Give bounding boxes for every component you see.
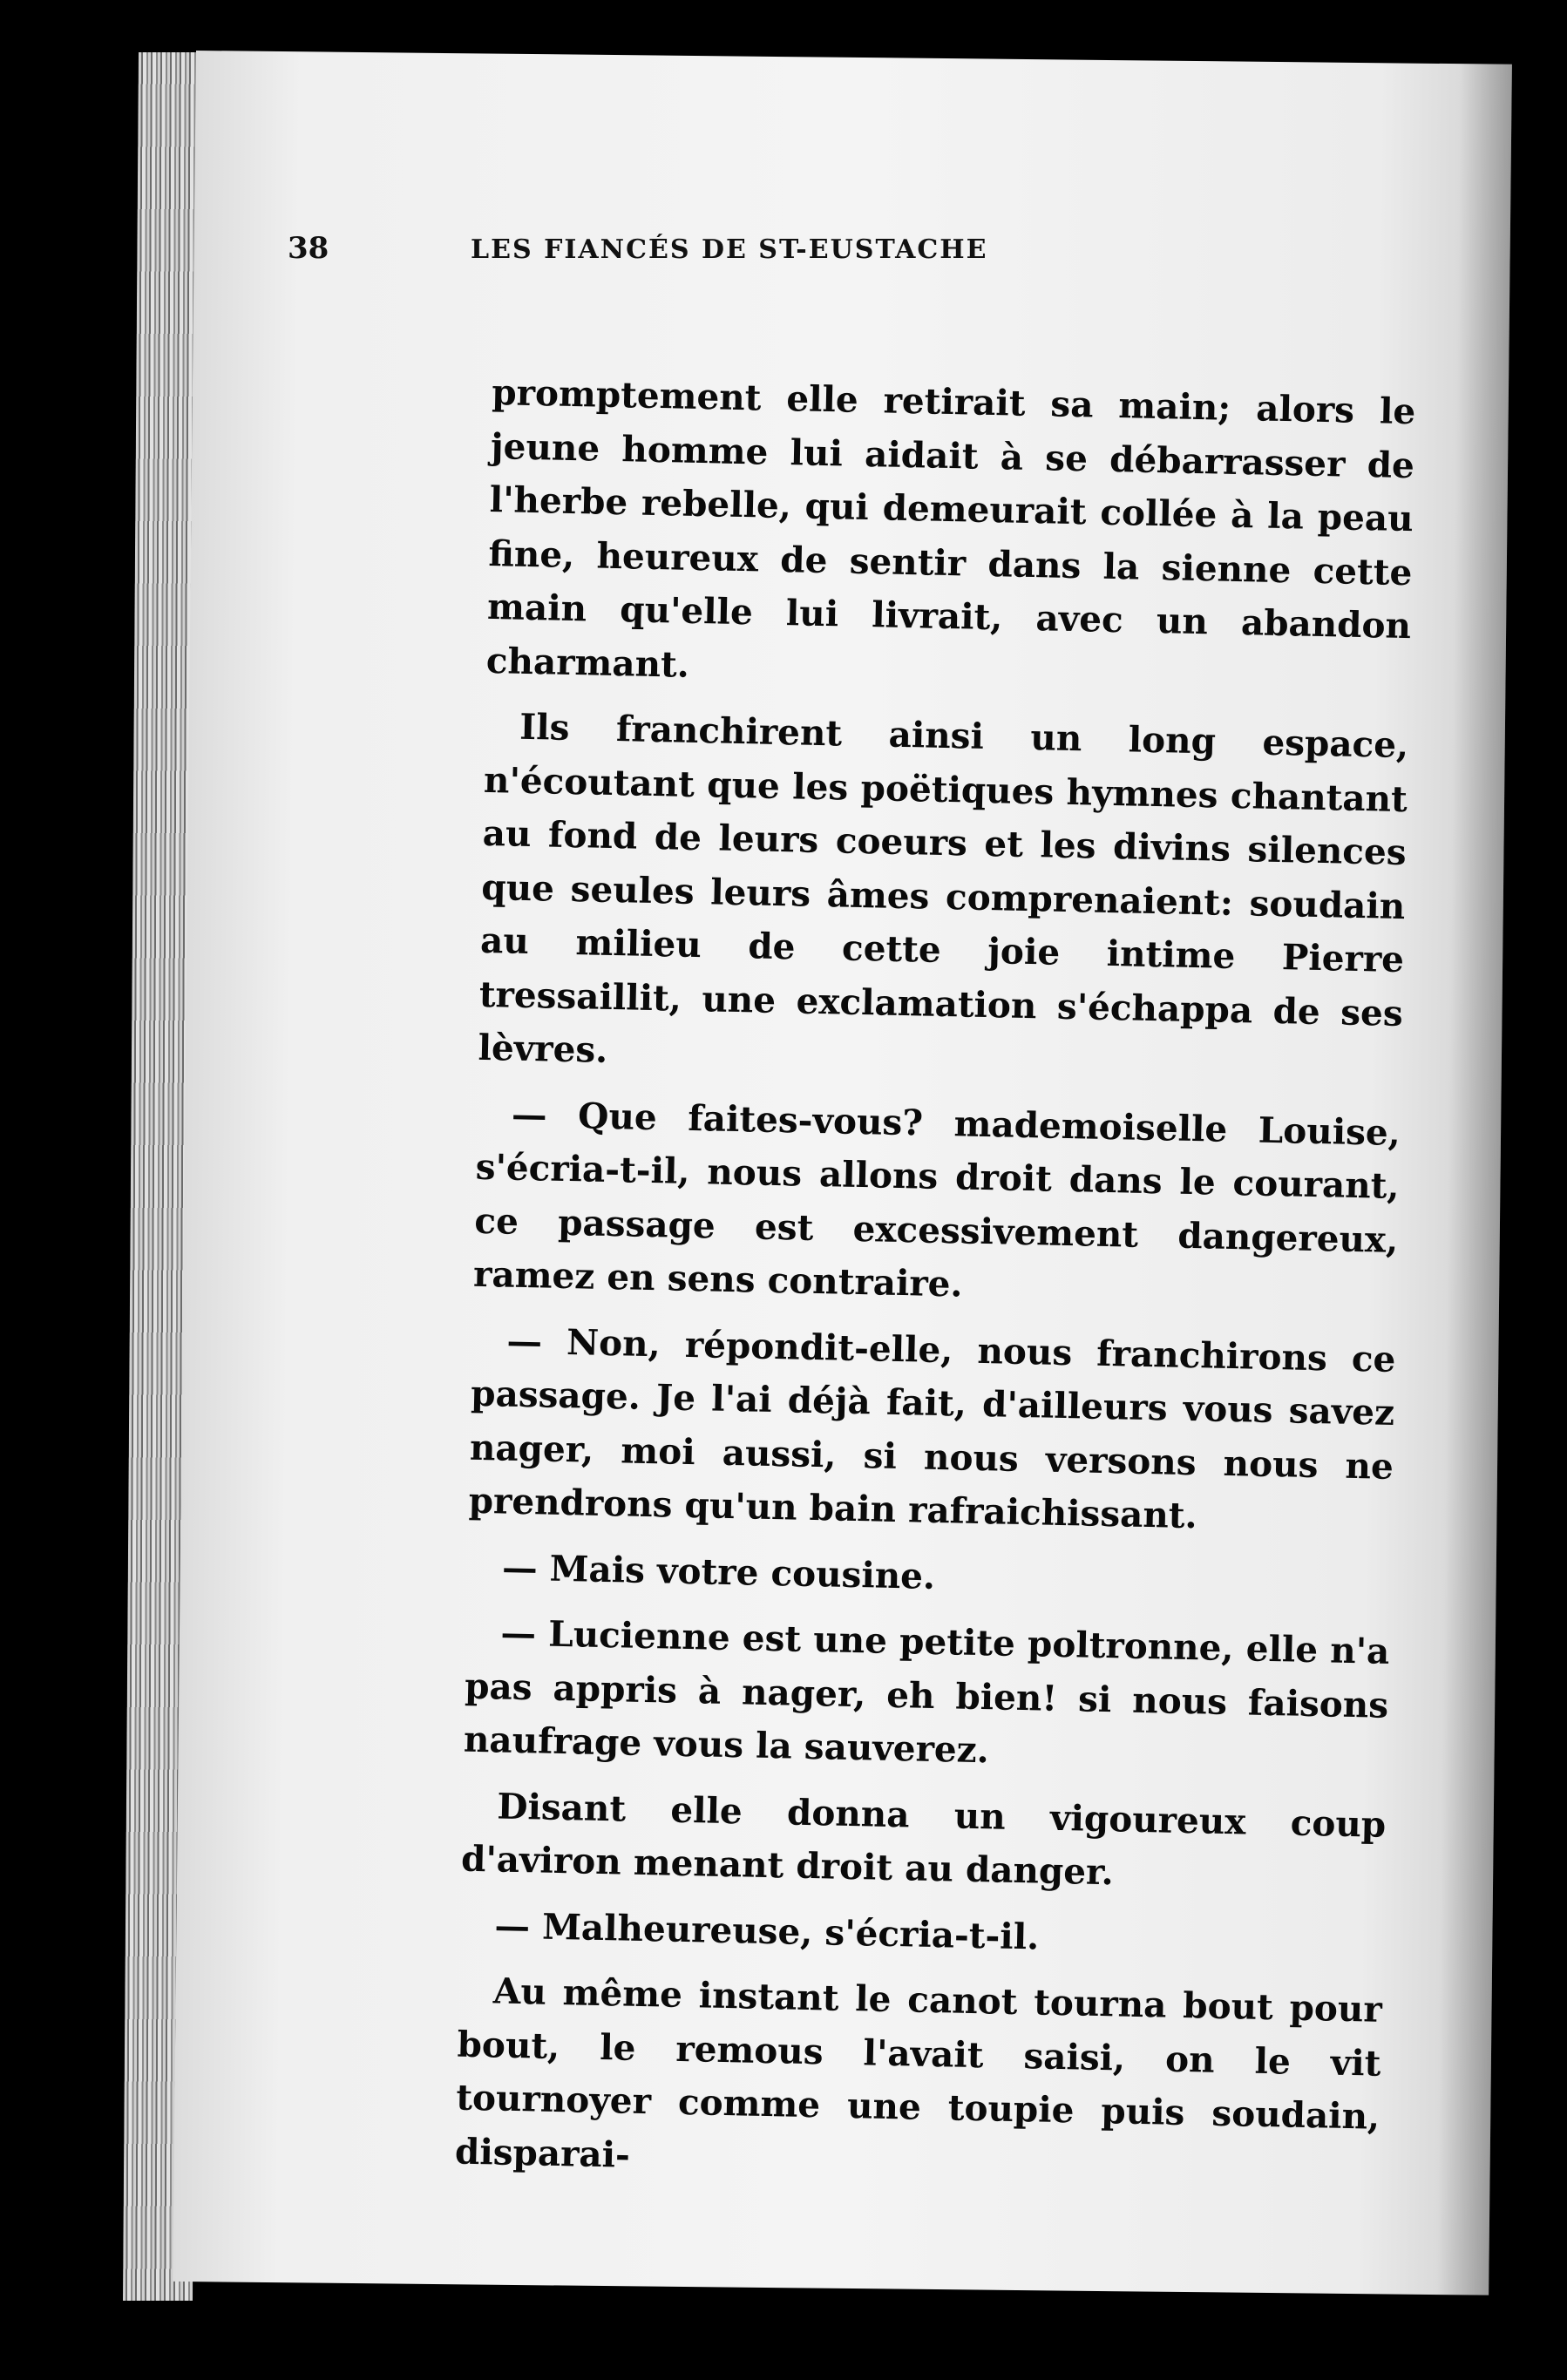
paragraph: Disant elle donna un vigoureux coup d'aviron menant droit au danger.: [460, 1784, 1387, 1894]
running-head: [288, 231, 1203, 266]
paragraph: Ils franchirent ainsi un long espace, n'écoutant que les poëtiques hymnes chantant au fond de leurs coeurs et les divins silences que seules leurs âmes comprenaient: soudain au milieu de cette joie intime Pierre tressaillit, une exclamation s'échappa de ses lèvres.: [478, 705, 1409, 1071]
dialogue-paragraph: — Lucienne est une petite poltronne, elle n'a pas appris à nager, eh bien! si nous faisons naufrage vous la sauverez.: [463, 1611, 1390, 1772]
dialogue-paragraph: — Malheureuse, s'écria-t-il.: [494, 1903, 1040, 1958]
page-number: 38: [288, 231, 329, 266]
body-text: [454, 366, 1416, 2210]
dialogue-paragraph: — Mais votre cousine.: [501, 1546, 936, 1597]
paragraph: promptement elle retirait sa main; alors le jeune homme lui aidait à se débarrasser de l'herbe rebelle, qui demeurait collée à la peau fine, heureux de sentir dans la sienne cette main qu'elle lui livrait, avec un abandon charmant.: [485, 370, 1416, 686]
dialogue-paragraph: — Que faites-vous? mademoiselle Louise, s'écria-t-il, nous allons droit dans le courant, ce passage est excessivement dangereux, ramez en sens contraire.: [472, 1093, 1401, 1305]
running-title: LES FIANCÉS DE ST-EUSTACHE: [471, 234, 988, 265]
paragraph: Au même instant le canot tourna bout pour bout, le remous l'avait saisi, on le vit tournoyer comme une toupie puis soudain, disparai-: [454, 1970, 1383, 2176]
dialogue-paragraph: — Non, répondit-elle, nous franchirons ce passage. Je l'ai déjà fait, d'ailleurs vous savez nager, moi aussi, si nous versons nous ne prendrons qu'un bain rafraichissant.: [468, 1319, 1396, 1537]
